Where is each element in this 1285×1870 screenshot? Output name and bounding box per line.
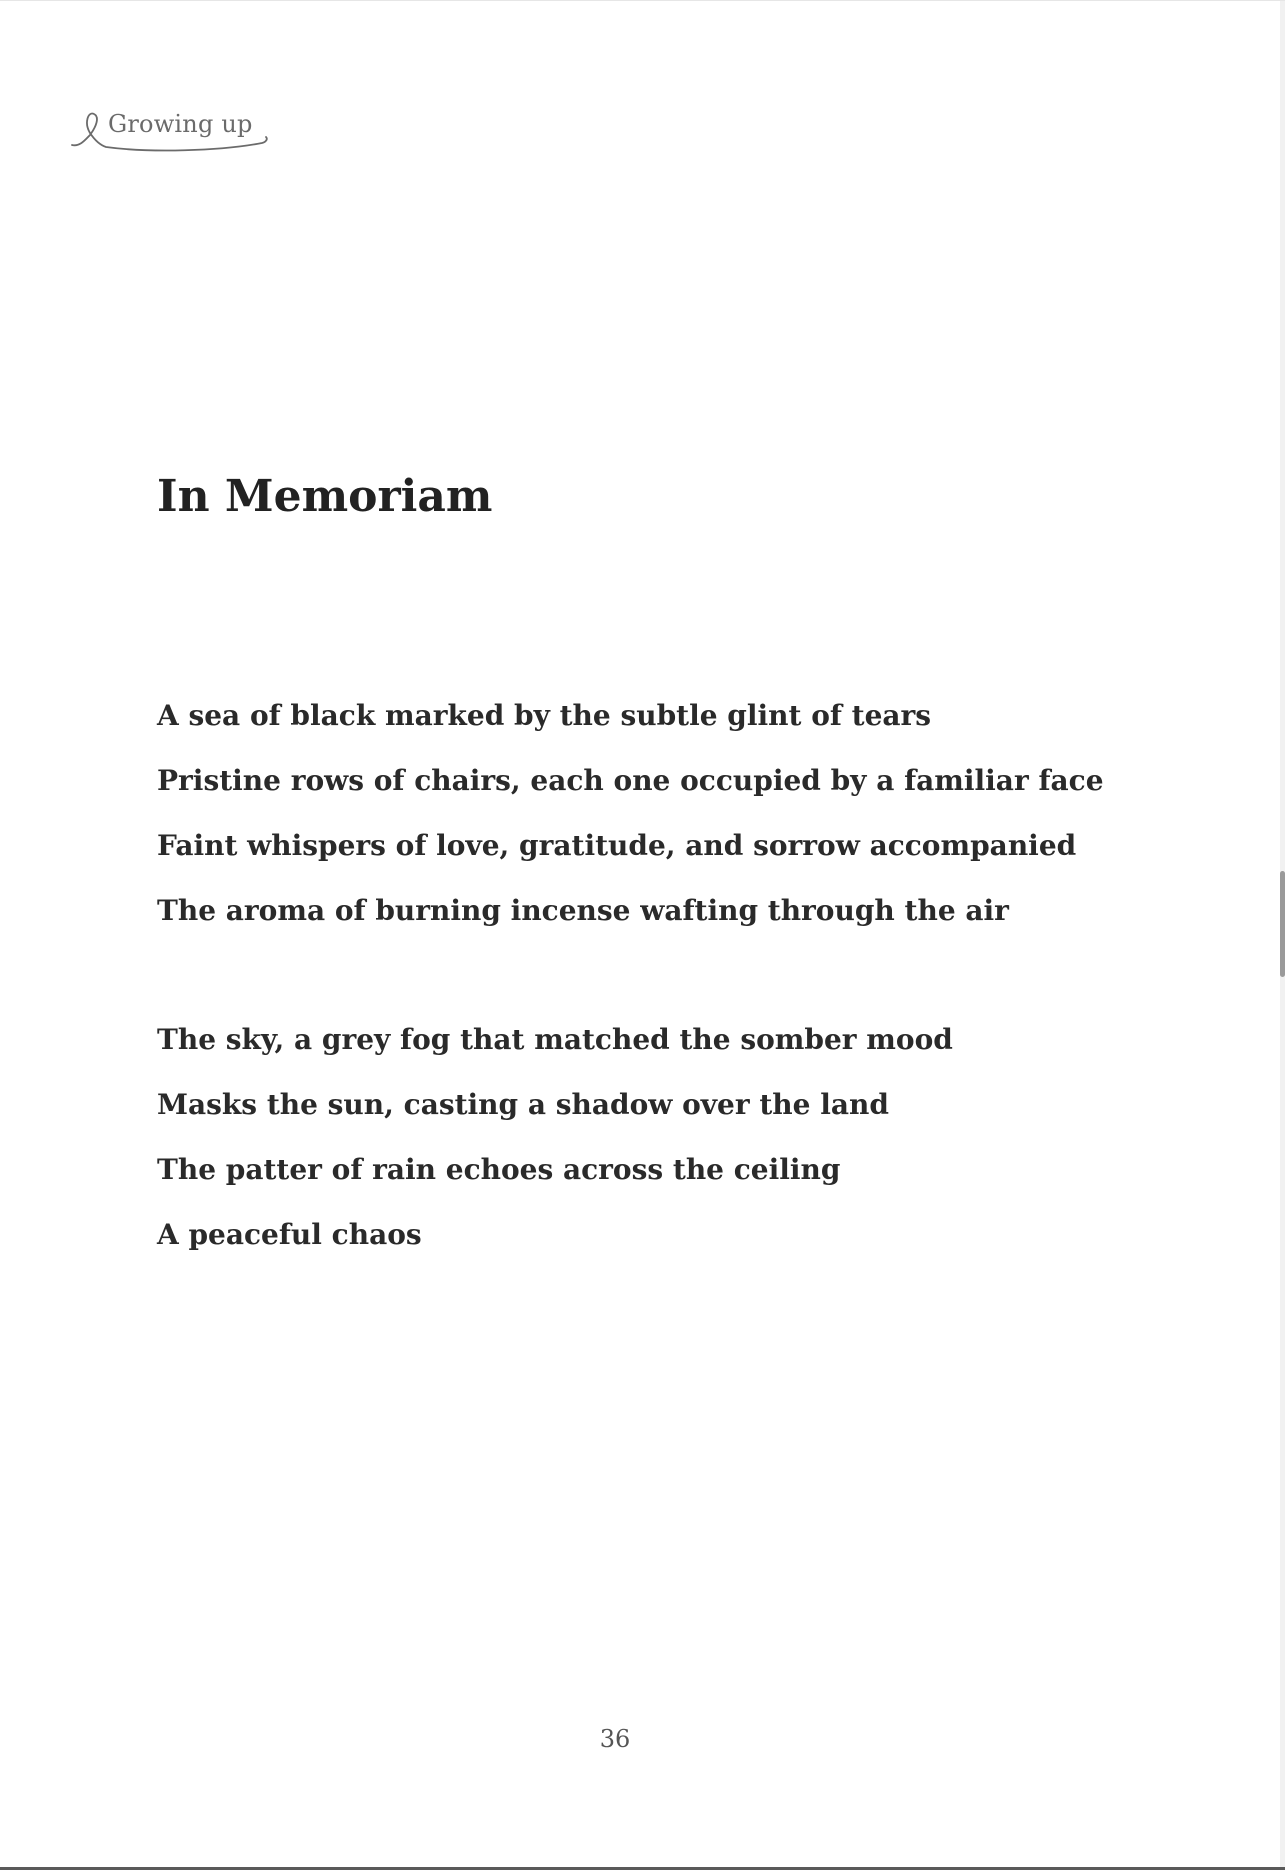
poem-line: Masks the sun, casting a shadow over the land [157,1088,889,1121]
page-number: 36 [599,1725,631,1753]
scrollbar-thumb[interactable] [1280,871,1285,977]
poem-line: A sea of black marked by the subtle glint of tears [157,699,932,732]
chapter-label: Growing up [108,110,253,138]
poem-line: The patter of rain echoes across the ceiling [157,1153,841,1186]
poem-line: The sky, a grey fog that matched the somber mood [157,1023,953,1056]
stanza [157,683,1104,943]
poem-line: Faint whispers of love, gratitude, and sorrow accompanied [157,829,1077,862]
poem-line: The aroma of burning incense wafting through the air [157,894,1009,927]
stanza [157,1007,953,1267]
poem-line: A peaceful chaos [157,1218,422,1251]
poem-line: Pristine rows of chairs, each one occupied by a familiar face [157,764,1104,797]
poem-title: In Memoriam [157,471,493,522]
chapter-tag [70,107,270,157]
